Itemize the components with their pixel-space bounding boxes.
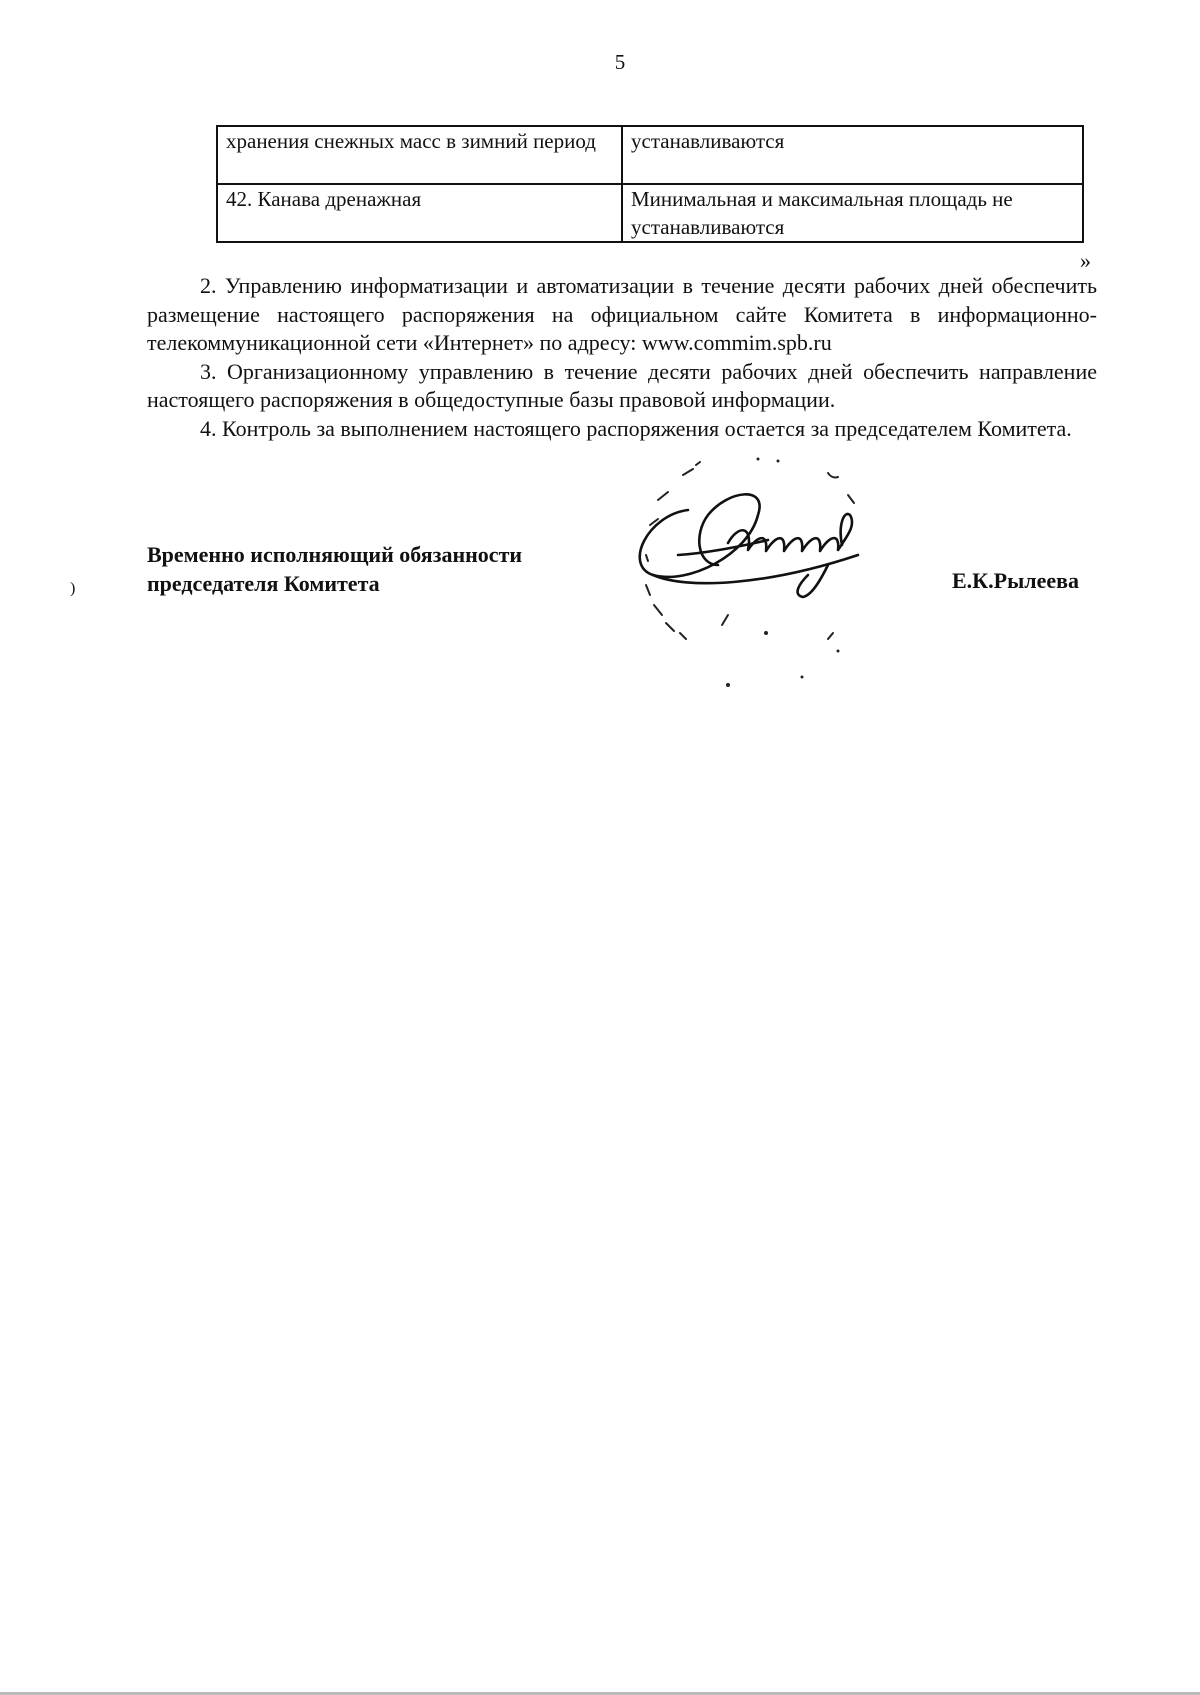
- document-body: [147, 272, 1097, 443]
- signer-position-line-2: председателя Комитета: [147, 571, 380, 596]
- handwritten-signature-icon: [628, 455, 908, 695]
- table-row: [217, 126, 1083, 184]
- table-cell-value: Минимальная и максимальная площадь не устанавливаются: [622, 184, 1083, 242]
- closing-quote: »: [1080, 248, 1091, 273]
- regulation-table: [216, 125, 1084, 243]
- table-row: [217, 184, 1083, 242]
- signer-name: Е.К.Рылеева: [952, 568, 1079, 593]
- paragraph-2: 2. Управлению информатизации и автоматизации в течение десяти рабочих дней обеспечить размещение настоящего распоряжения на официальном сайте Комитета в информационно-телекоммуникационной сети «Интернет» по адресу: www.commim.spb.ru: [147, 273, 1097, 355]
- paragraph-4: 4. Контроль за выполнением настоящего распоряжения остается за председателем Комитета.: [200, 415, 1072, 441]
- table-cell-value: устанавливаются: [622, 126, 1083, 184]
- signer-position: [147, 540, 522, 598]
- table-cell-name: 42. Канава дренажная: [217, 184, 622, 242]
- table-cell-name: хранения снежных масс в зимний период: [217, 126, 622, 184]
- signer-position-line-1: Временно исполняющий обязанности: [147, 542, 523, 567]
- page-number: 5: [614, 50, 626, 74]
- paragraph-3: 3. Организационному управлению в течение десяти рабочих дней обеспечить направление настоящего распоряжения в общедоступные базы правовой информации.: [147, 358, 1097, 412]
- margin-mark: ): [70, 580, 76, 597]
